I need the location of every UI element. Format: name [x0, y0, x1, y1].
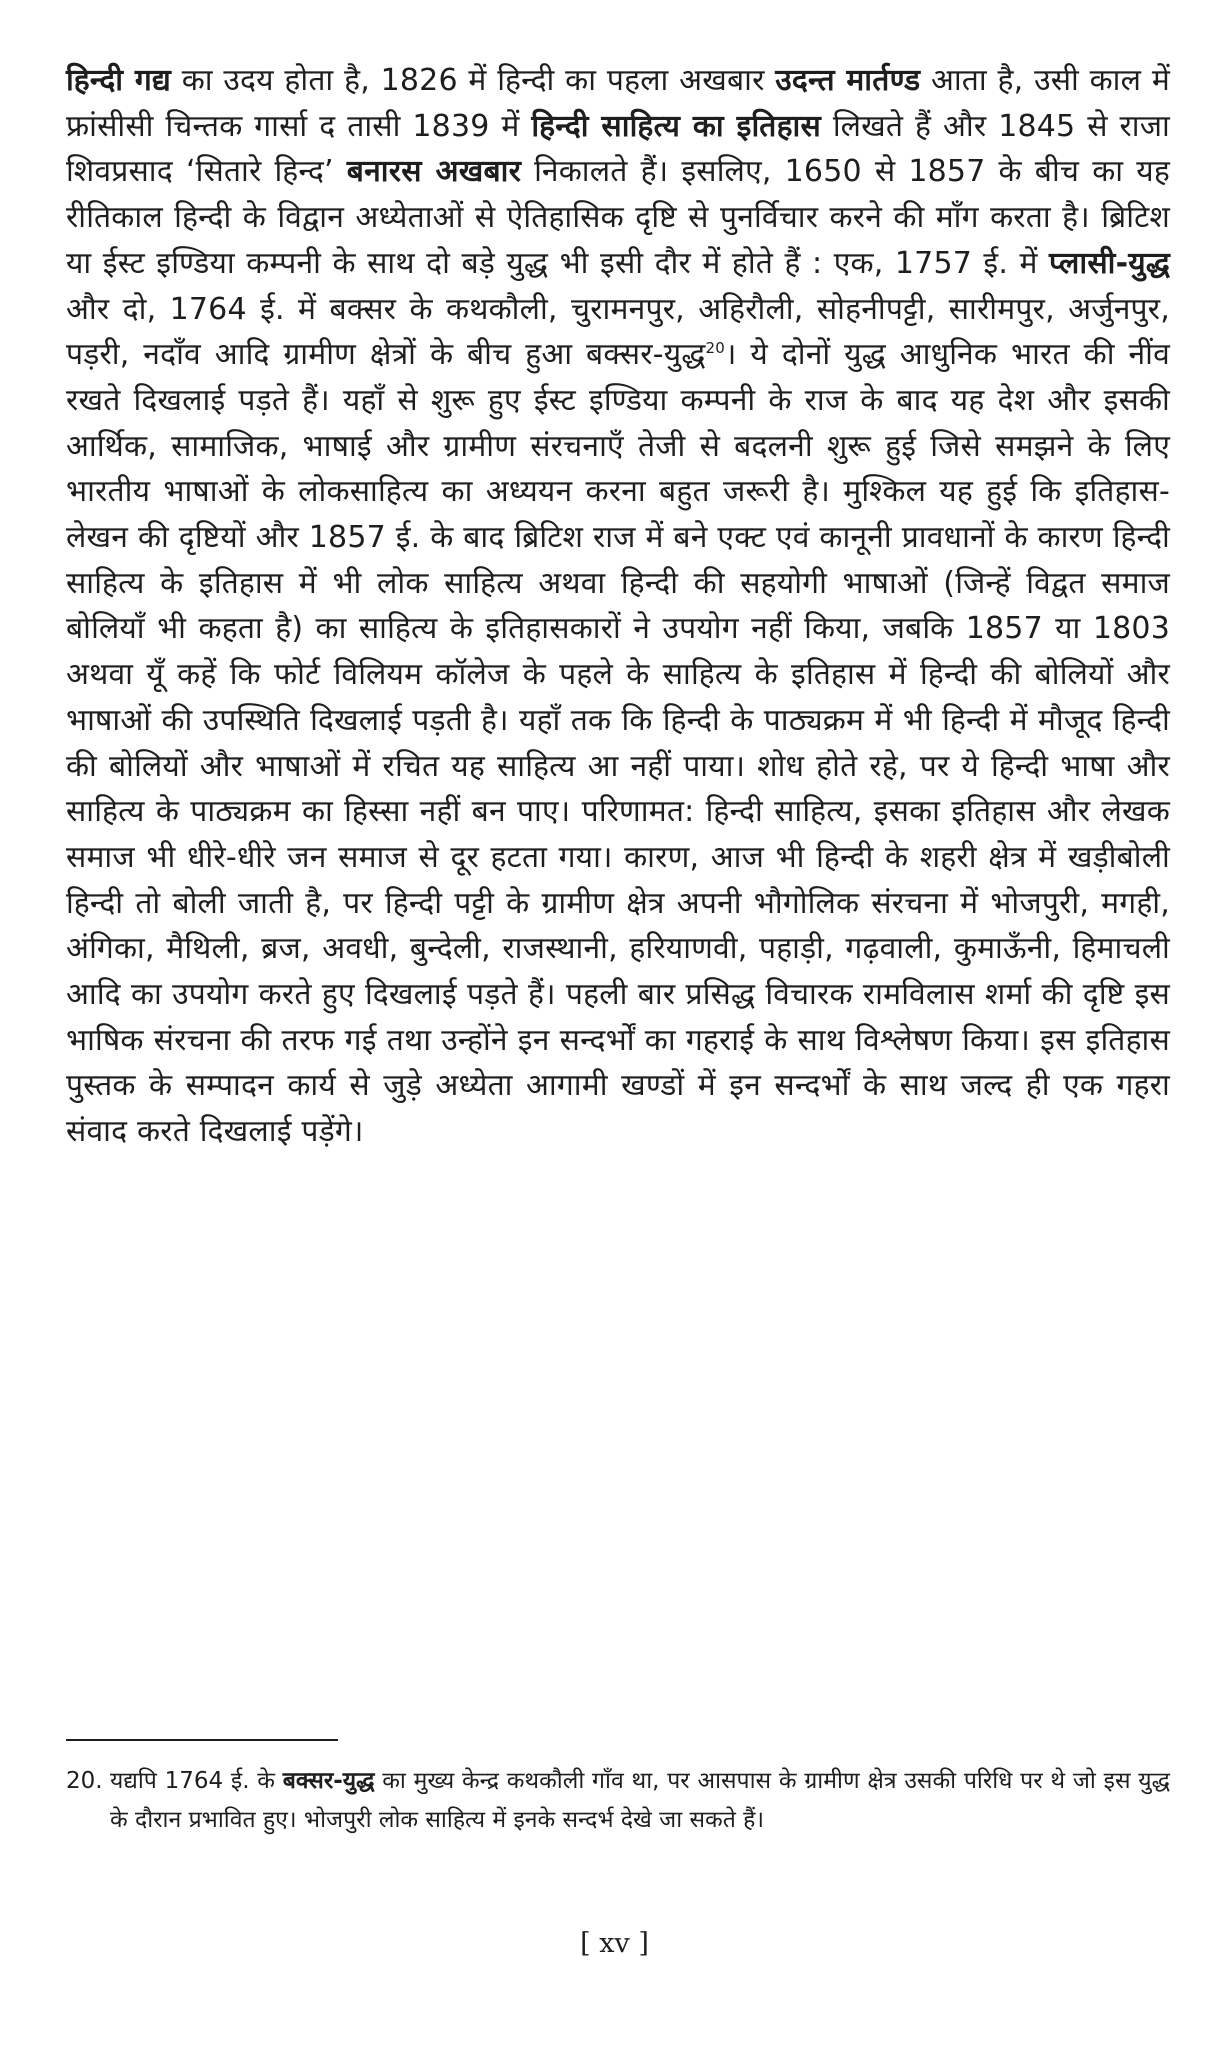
bold-term-plassey-yuddh: प्लासी-युद्ध: [1049, 245, 1170, 281]
body-text: । ये दोनों युद्ध आधुनिक भारत की नींव रखते दिखलाई पड़ते हैं। यहाँ से शुरू हुए ईस्ट इण्डिया कम्पनी के राज के बाद यह देश और इसकी आर्थिक, सामाजिक, भाषाई और ग्रामीण संरचनाएँ तेजी से बदलनी शुरू हुई जिसे समझने के लिए भारतीय भाषाओं के लोकसाहित्य का अध्ययन करना बहुत जरूरी है। मुश्किल यह हुई कि इतिहास-लेखन की दृष्टियों और 1857 ई. के बाद ब्रिटिश राज में बने एक्ट एवं कानूनी प्रावधानों के कारण हिन्दी साहित्य के इतिहास में भी लोक साहित्य अथवा हिन्दी की सहयोगी भाषाओं (जिन्हें विद्वत समाज बोलियाँ भी कहता है) का साहित्य के इतिहासकारों ने उपयोग नहीं किया, जबकि 1857 या 1803 अथवा यूँ कहें कि फोर्ट विलियम कॉलेज के पहले के साहित्य के इतिहास में हिन्दी की बोलियों और भाषाओं की उपस्थिति दिखलाई पड़ती है। यहाँ तक कि हिन्दी के पाठ्यक्रम में भी हिन्दी में मौजूद हिन्दी की बोलियों और भाषाओं में रचित यह साहित्य आ नहीं पाया। शोध होते रहे, पर ये हिन्दी भाषा और साहित्य के पाठ्यक्रम का हिस्सा नहीं बन पाए। परिणामत: हिन्दी साहित्य, इसका इतिहास और लेखक समाज भी धीरे-धीरे जन समाज से दूर हटता गया। कारण, आज भी हिन्दी के शहरी क्षेत्र में खड़ीबोली हिन्दी तो बोली जाती है, पर हिन्दी पट्टी के ग्रामीण क्षेत्र अपनी भौगोलिक संरचना में भोजपुरी, मगही, अंगिका, मैथिली, ब्रज, अवधी, बुन्देली, राजस्थानी, हरियाणवी, पहाड़ी, गढ़वाली, कुमाऊँनी, हिमाचली आदि का उपयोग करते हुए दिखलाई पड़ते हैं। पहली बार प्रसिद्ध विचारक रामविलास शर्मा की दृष्टि इस भाषिक संरचना की तरफ गई तथा उन्होंने इन सन्दर्भों का गहराई के साथ विश्लेषण किया। इस इतिहास पुस्तक के सम्पादन कार्य से जुड़े अध्येता आगामी खण्डों में इन सन्दर्भों के साथ जल्द ही एक गहरा संवाद करते दिखलाई पड़ेंगे।: [66, 337, 1170, 1150]
body-text: आता है, उसी काल में फ्रांसीसी चिन्तक गार्सा द तासी 1839 में: [66, 63, 1170, 144]
footnote-divider: [66, 1739, 338, 1741]
footnote-text-part: का मुख्य केन्द्र कथकौली गाँव था, पर आसपास के ग्रामीण क्षेत्र उसकी परिधि पर थे जो इस युद्ध के दौरान प्रभावित हुए। भोजपुरी लोक साहित्य में इनके सन्दर्भ देखे जा सकते हैं।: [110, 1768, 1170, 1833]
footnote-bold-term: बक्सर-युद्ध: [282, 1768, 375, 1794]
footnote-reference[interactable]: 20: [705, 339, 725, 358]
footnote-text: [110, 1762, 1170, 1840]
body-text: का उदय होता है, 1826 में हिन्दी का पहला अखबार: [171, 63, 776, 98]
footnote-text-part: यद्यपि 1764 ई. के: [110, 1768, 283, 1794]
bold-term-hindi-gadya: हिन्दी गद्य: [66, 63, 172, 98]
page-number: [ xv ]: [580, 1928, 649, 1959]
body-paragraph: [66, 58, 1170, 1155]
bold-term-banaras-akhbar: बनारस अखबार: [346, 154, 522, 190]
bold-term-hindi-sahitya-itihas: हिन्दी साहित्य का इतिहास: [531, 108, 821, 144]
body-text: लिखते हैं और 1845 से राजा शिवप्रसाद ‘सितारे हिन्द’: [66, 108, 1170, 190]
body-text: निकालते हैं। इसलिए, 1650 से 1857 के बीच का यह रीतिकाल हिन्दी के विद्वान अध्येताओं से ऐतिहासिक दृष्टि से पुनर्विचार करने की माँग करता है। ब्रिटिश या ईस्ट इण्डिया कम्पनी के साथ दो बड़े युद्ध भी इसी दौर में होते हैं : एक, 1757 ई. में: [66, 154, 1170, 281]
body-text: और दो, 1764 ई. में बक्सर के कथकौली, चुरामनपुर, अहिरौली, सोहनीपट्टी, सारीमपुर, अर्जुनपुर, पड़री, नदाँव आदि ग्रामीण क्षेत्रों के बीच हुआ बक्सर-युद्ध: [66, 291, 1170, 373]
footnote: [66, 1762, 1170, 1840]
bold-term-udant-martand: उदन्त मार्तण्ड: [775, 63, 921, 98]
footnote-number: 20.: [66, 1768, 103, 1794]
